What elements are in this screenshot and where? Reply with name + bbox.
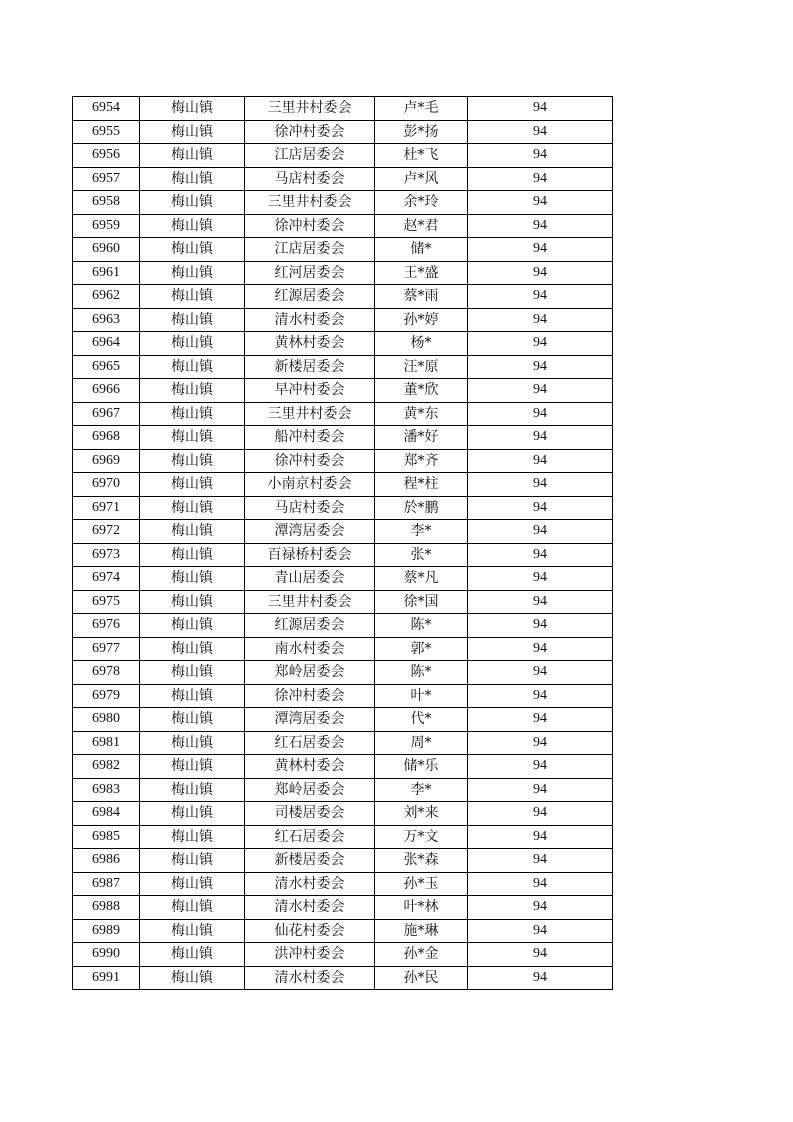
- id-cell: 6990: [73, 943, 140, 967]
- town-cell: 梅山镇: [140, 825, 245, 849]
- score-cell: 94: [468, 825, 613, 849]
- roster-table: [72, 96, 613, 990]
- id-cell: 6982: [73, 755, 140, 779]
- committee-cell: 潭湾居委会: [245, 520, 375, 544]
- town-cell: 梅山镇: [140, 473, 245, 497]
- table-row: [73, 543, 613, 567]
- name-cell: 陈*: [375, 661, 468, 685]
- name-cell: 彭*扬: [375, 120, 468, 144]
- score-cell: 94: [468, 802, 613, 826]
- name-cell: 蔡*雨: [375, 285, 468, 309]
- town-cell: 梅山镇: [140, 332, 245, 356]
- name-cell: 徐*国: [375, 590, 468, 614]
- committee-cell: 郑岭居委会: [245, 778, 375, 802]
- id-cell: 6958: [73, 191, 140, 215]
- committee-cell: 三里井村委会: [245, 97, 375, 121]
- name-cell: 张*森: [375, 849, 468, 873]
- name-cell: 刘*来: [375, 802, 468, 826]
- table-row: [73, 167, 613, 191]
- score-cell: 94: [468, 755, 613, 779]
- town-cell: 梅山镇: [140, 731, 245, 755]
- id-cell: 6970: [73, 473, 140, 497]
- town-cell: 梅山镇: [140, 379, 245, 403]
- score-cell: 94: [468, 473, 613, 497]
- town-cell: 梅山镇: [140, 708, 245, 732]
- table-row: [73, 896, 613, 920]
- table-row: [73, 966, 613, 990]
- table-row: [73, 355, 613, 379]
- table-row: [73, 614, 613, 638]
- table-row: [73, 97, 613, 121]
- table-row: [73, 778, 613, 802]
- score-cell: 94: [468, 896, 613, 920]
- name-cell: 赵*君: [375, 214, 468, 238]
- name-cell: 孙*婷: [375, 308, 468, 332]
- name-cell: 董*欣: [375, 379, 468, 403]
- committee-cell: 三里井村委会: [245, 402, 375, 426]
- committee-cell: 徐冲村委会: [245, 684, 375, 708]
- score-cell: 94: [468, 520, 613, 544]
- id-cell: 6984: [73, 802, 140, 826]
- table-row: [73, 449, 613, 473]
- roster-table-body: [73, 97, 613, 990]
- name-cell: 黄*东: [375, 402, 468, 426]
- id-cell: 6989: [73, 919, 140, 943]
- table-row: [73, 496, 613, 520]
- id-cell: 6987: [73, 872, 140, 896]
- id-cell: 6969: [73, 449, 140, 473]
- name-cell: 蔡*凡: [375, 567, 468, 591]
- name-cell: 孙*金: [375, 943, 468, 967]
- table-row: [73, 590, 613, 614]
- town-cell: 梅山镇: [140, 543, 245, 567]
- committee-cell: 江店居委会: [245, 238, 375, 262]
- town-cell: 梅山镇: [140, 661, 245, 685]
- committee-cell: 司楼居委会: [245, 802, 375, 826]
- committee-cell: 新楼居委会: [245, 355, 375, 379]
- score-cell: 94: [468, 238, 613, 262]
- table-row: [73, 825, 613, 849]
- name-cell: 王*盛: [375, 261, 468, 285]
- table-row: [73, 473, 613, 497]
- committee-cell: 百禄桥村委会: [245, 543, 375, 567]
- town-cell: 梅山镇: [140, 943, 245, 967]
- town-cell: 梅山镇: [140, 214, 245, 238]
- committee-cell: 红源居委会: [245, 285, 375, 309]
- id-cell: 6976: [73, 614, 140, 638]
- committee-cell: 红源居委会: [245, 614, 375, 638]
- id-cell: 6967: [73, 402, 140, 426]
- committee-cell: 红石居委会: [245, 731, 375, 755]
- committee-cell: 黄林村委会: [245, 332, 375, 356]
- score-cell: 94: [468, 849, 613, 873]
- table-row: [73, 919, 613, 943]
- table-row: [73, 802, 613, 826]
- committee-cell: 黄林村委会: [245, 755, 375, 779]
- town-cell: 梅山镇: [140, 120, 245, 144]
- town-cell: 梅山镇: [140, 449, 245, 473]
- id-cell: 6954: [73, 97, 140, 121]
- score-cell: 94: [468, 731, 613, 755]
- score-cell: 94: [468, 684, 613, 708]
- committee-cell: 南水村委会: [245, 637, 375, 661]
- score-cell: 94: [468, 919, 613, 943]
- name-cell: 杨*: [375, 332, 468, 356]
- name-cell: 叶*: [375, 684, 468, 708]
- score-cell: 94: [468, 661, 613, 685]
- score-cell: 94: [468, 332, 613, 356]
- name-cell: 杜*飞: [375, 144, 468, 168]
- name-cell: 周*: [375, 731, 468, 755]
- town-cell: 梅山镇: [140, 191, 245, 215]
- id-cell: 6961: [73, 261, 140, 285]
- table-row: [73, 426, 613, 450]
- table-row: [73, 943, 613, 967]
- table-row: [73, 308, 613, 332]
- town-cell: 梅山镇: [140, 97, 245, 121]
- town-cell: 梅山镇: [140, 426, 245, 450]
- town-cell: 梅山镇: [140, 167, 245, 191]
- score-cell: 94: [468, 449, 613, 473]
- score-cell: 94: [468, 214, 613, 238]
- table-row: [73, 708, 613, 732]
- table-row: [73, 520, 613, 544]
- name-cell: 汪*原: [375, 355, 468, 379]
- table-row: [73, 285, 613, 309]
- id-cell: 6962: [73, 285, 140, 309]
- id-cell: 6978: [73, 661, 140, 685]
- town-cell: 梅山镇: [140, 496, 245, 520]
- name-cell: 李*: [375, 778, 468, 802]
- id-cell: 6983: [73, 778, 140, 802]
- name-cell: 卢*风: [375, 167, 468, 191]
- town-cell: 梅山镇: [140, 872, 245, 896]
- town-cell: 梅山镇: [140, 778, 245, 802]
- town-cell: 梅山镇: [140, 637, 245, 661]
- town-cell: 梅山镇: [140, 684, 245, 708]
- town-cell: 梅山镇: [140, 802, 245, 826]
- committee-cell: 潭湾居委会: [245, 708, 375, 732]
- name-cell: 郑*齐: [375, 449, 468, 473]
- id-cell: 6975: [73, 590, 140, 614]
- table-row: [73, 379, 613, 403]
- name-cell: 孙*玉: [375, 872, 468, 896]
- score-cell: 94: [468, 426, 613, 450]
- town-cell: 梅山镇: [140, 355, 245, 379]
- committee-cell: 清水村委会: [245, 872, 375, 896]
- id-cell: 6965: [73, 355, 140, 379]
- name-cell: 潘*好: [375, 426, 468, 450]
- committee-cell: 早冲村委会: [245, 379, 375, 403]
- town-cell: 梅山镇: [140, 285, 245, 309]
- table-row: [73, 144, 613, 168]
- table-row: [73, 567, 613, 591]
- id-cell: 6980: [73, 708, 140, 732]
- committee-cell: 马店村委会: [245, 167, 375, 191]
- score-cell: 94: [468, 496, 613, 520]
- committee-cell: 徐冲村委会: [245, 120, 375, 144]
- town-cell: 梅山镇: [140, 755, 245, 779]
- town-cell: 梅山镇: [140, 520, 245, 544]
- score-cell: 94: [468, 590, 613, 614]
- id-cell: 6979: [73, 684, 140, 708]
- id-cell: 6955: [73, 120, 140, 144]
- id-cell: 6973: [73, 543, 140, 567]
- committee-cell: 江店居委会: [245, 144, 375, 168]
- town-cell: 梅山镇: [140, 614, 245, 638]
- table-row: [73, 731, 613, 755]
- committee-cell: 马店村委会: [245, 496, 375, 520]
- id-cell: 6971: [73, 496, 140, 520]
- name-cell: 万*文: [375, 825, 468, 849]
- committee-cell: 三里井村委会: [245, 191, 375, 215]
- id-cell: 6974: [73, 567, 140, 591]
- table-row: [73, 684, 613, 708]
- name-cell: 叶*林: [375, 896, 468, 920]
- committee-cell: 小南京村委会: [245, 473, 375, 497]
- name-cell: 於*鹏: [375, 496, 468, 520]
- score-cell: 94: [468, 120, 613, 144]
- score-cell: 94: [468, 285, 613, 309]
- score-cell: 94: [468, 614, 613, 638]
- name-cell: 储*乐: [375, 755, 468, 779]
- score-cell: 94: [468, 308, 613, 332]
- score-cell: 94: [468, 144, 613, 168]
- name-cell: 孙*民: [375, 966, 468, 990]
- table-row: [73, 191, 613, 215]
- score-cell: 94: [468, 379, 613, 403]
- town-cell: 梅山镇: [140, 567, 245, 591]
- town-cell: 梅山镇: [140, 238, 245, 262]
- id-cell: 6988: [73, 896, 140, 920]
- table-row: [73, 755, 613, 779]
- id-cell: 6991: [73, 966, 140, 990]
- committee-cell: 新楼居委会: [245, 849, 375, 873]
- town-cell: 梅山镇: [140, 966, 245, 990]
- town-cell: 梅山镇: [140, 590, 245, 614]
- table-row: [73, 637, 613, 661]
- score-cell: 94: [468, 355, 613, 379]
- committee-cell: 清水村委会: [245, 966, 375, 990]
- score-cell: 94: [468, 167, 613, 191]
- id-cell: 6956: [73, 144, 140, 168]
- name-cell: 张*: [375, 543, 468, 567]
- score-cell: 94: [468, 543, 613, 567]
- score-cell: 94: [468, 402, 613, 426]
- id-cell: 6981: [73, 731, 140, 755]
- committee-cell: 洪冲村委会: [245, 943, 375, 967]
- score-cell: 94: [468, 637, 613, 661]
- score-cell: 94: [468, 97, 613, 121]
- name-cell: 李*: [375, 520, 468, 544]
- town-cell: 梅山镇: [140, 144, 245, 168]
- id-cell: 6957: [73, 167, 140, 191]
- table-row: [73, 261, 613, 285]
- committee-cell: 船冲村委会: [245, 426, 375, 450]
- id-cell: 6972: [73, 520, 140, 544]
- table-row: [73, 849, 613, 873]
- committee-cell: 青山居委会: [245, 567, 375, 591]
- table-row: [73, 872, 613, 896]
- id-cell: 6963: [73, 308, 140, 332]
- id-cell: 6959: [73, 214, 140, 238]
- table-row: [73, 214, 613, 238]
- committee-cell: 红河居委会: [245, 261, 375, 285]
- town-cell: 梅山镇: [140, 919, 245, 943]
- name-cell: 施*琳: [375, 919, 468, 943]
- name-cell: 储*: [375, 238, 468, 262]
- town-cell: 梅山镇: [140, 896, 245, 920]
- name-cell: 程*柱: [375, 473, 468, 497]
- name-cell: 卢*毛: [375, 97, 468, 121]
- name-cell: 代*: [375, 708, 468, 732]
- committee-cell: 徐冲村委会: [245, 449, 375, 473]
- name-cell: 余*玲: [375, 191, 468, 215]
- table-row: [73, 332, 613, 356]
- table-row: [73, 120, 613, 144]
- name-cell: 郭*: [375, 637, 468, 661]
- score-cell: 94: [468, 943, 613, 967]
- score-cell: 94: [468, 708, 613, 732]
- town-cell: 梅山镇: [140, 849, 245, 873]
- score-cell: 94: [468, 778, 613, 802]
- score-cell: 94: [468, 966, 613, 990]
- name-cell: 陈*: [375, 614, 468, 638]
- committee-cell: 仙花村委会: [245, 919, 375, 943]
- id-cell: 6960: [73, 238, 140, 262]
- id-cell: 6964: [73, 332, 140, 356]
- score-cell: 94: [468, 872, 613, 896]
- town-cell: 梅山镇: [140, 308, 245, 332]
- committee-cell: 清水村委会: [245, 308, 375, 332]
- committee-cell: 红石居委会: [245, 825, 375, 849]
- committee-cell: 徐冲村委会: [245, 214, 375, 238]
- id-cell: 6968: [73, 426, 140, 450]
- table-row: [73, 661, 613, 685]
- score-cell: 94: [468, 567, 613, 591]
- table-row: [73, 238, 613, 262]
- committee-cell: 郑岭居委会: [245, 661, 375, 685]
- town-cell: 梅山镇: [140, 402, 245, 426]
- committee-cell: 清水村委会: [245, 896, 375, 920]
- id-cell: 6977: [73, 637, 140, 661]
- table-row: [73, 402, 613, 426]
- id-cell: 6966: [73, 379, 140, 403]
- committee-cell: 三里井村委会: [245, 590, 375, 614]
- town-cell: 梅山镇: [140, 261, 245, 285]
- id-cell: 6986: [73, 849, 140, 873]
- score-cell: 94: [468, 261, 613, 285]
- score-cell: 94: [468, 191, 613, 215]
- id-cell: 6985: [73, 825, 140, 849]
